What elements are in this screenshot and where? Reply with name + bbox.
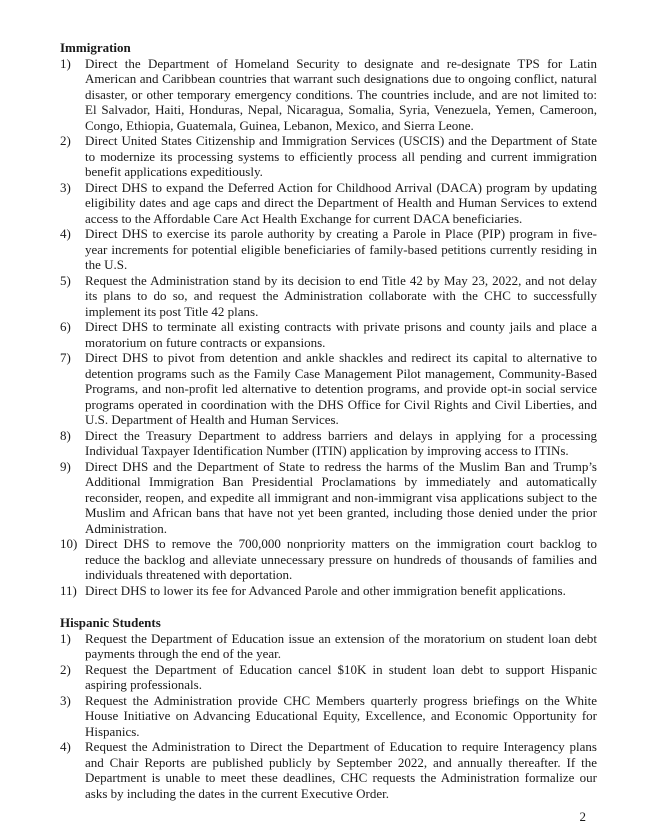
list-item-number: 11) xyxy=(60,582,77,598)
list-item-text: Direct DHS to remove the 700,000 nonpriority matters on the immigration court backlog to reduce the backlog and alleviate unnecessary pressure on hundreds of thousands of families and individuals threatened with deportation. xyxy=(85,536,597,582)
list-item xyxy=(60,133,597,180)
section-immigration xyxy=(60,40,597,598)
list-item-text: Request the Administration stand by its decision to end Title 42 by May 23, 2022, and not delay its plans to do so, and request the Administration collaborate with the CHC to successfully implement its post Title 42 plans. xyxy=(85,272,597,319)
list-item-text: Direct DHS to pivot from detention and ankle shackles and redirect its capital to alternative to detention programs such as the Family Case Management Pilot management, Community-Based Programs, and non-profit led alternative to detention programs, and provide opt-in social service programs operated in coordination with the DHS Office for Civil Rights and Civil Liberties, and U.S. Department of Health and Human Services. xyxy=(85,350,597,427)
list-item xyxy=(60,536,597,583)
list-item xyxy=(60,226,597,273)
section-heading: Hispanic Students xyxy=(60,615,161,630)
list-item-number: 5) xyxy=(60,272,71,288)
list-item-number: 2) xyxy=(60,661,71,677)
list-item-text: Direct United States Citizenship and Immigration Services (USCIS) and the Department of State to modernize its processing systems to efficiently process all pending and current immigration benefit applications expeditiously. xyxy=(85,133,597,179)
list-item-text: Request the Department of Education cancel $10K in student loan debt to support Hispanic aspiring professionals. xyxy=(85,661,597,692)
list-item-number: 7) xyxy=(60,350,71,365)
list-item-number: 3) xyxy=(60,692,71,708)
page-number: 2 xyxy=(579,809,586,824)
list-item-text: Direct DHS to lower its fee for Advanced Parole and other immigration benefit applications. xyxy=(85,582,566,598)
list-item xyxy=(60,631,597,662)
list-item-number: 1) xyxy=(60,55,71,71)
list-item-text: Direct DHS to exercise its parole authority by creating a Parole in Place (PIP) program in five-year increments for potential eligible beneficiaries of family-based petitions currently residing in the U.S. xyxy=(85,226,597,272)
list-item-text: Request the Administration provide CHC Members quarterly progress briefings on the White House Initiative on Advancing Educational Equity, Excellence, and Economic Opportunity for Hispanics. xyxy=(85,692,597,739)
immigration-list xyxy=(60,56,597,599)
list-item-number: 4) xyxy=(60,226,71,241)
list-item xyxy=(60,459,597,537)
list-item-text: Direct the Department of Homeland Security to designate and re-designate TPS for Latin American and Caribbean countries that warrant such designations due to ongoing conflict, natural disaster, or other temporary emergency conditions. The countries include, and are not limited to: El Salvador, Haiti, Honduras, Nepal, Nicaragua, Somalia, Syria, Venezuela, Yemen, Cameroon, Congo, Ethiopia, Guatemala, Guinea, Lebanon, Mexico, and Sierra Leone. xyxy=(85,55,597,133)
list-item-number: 8) xyxy=(60,427,71,443)
list-item-text: Direct DHS to terminate all existing contracts with private prisons and county jails and place a moratorium on future contracts or expansions. xyxy=(85,319,597,350)
list-item xyxy=(60,739,597,801)
list-item xyxy=(60,583,597,599)
list-item-text: Request the Department of Education issue an extension of the moratorium on student loan debt payments through the end of the year. xyxy=(85,630,597,661)
list-item-number: 1) xyxy=(60,630,71,646)
list-item-text: Direct the Treasury Department to address barriers and delays in applying for a processing Individual Taxpayer Identification Number (ITIN) application by improving access to ITINs. xyxy=(85,427,597,458)
list-item xyxy=(60,428,597,459)
list-item-number: 3) xyxy=(60,179,71,195)
list-item-number: 4) xyxy=(60,739,71,754)
list-item-number: 6) xyxy=(60,319,71,334)
list-item xyxy=(60,350,597,428)
list-item xyxy=(60,319,597,350)
list-item xyxy=(60,273,597,320)
section-heading: Immigration xyxy=(60,40,131,55)
list-item xyxy=(60,662,597,693)
list-item xyxy=(60,693,597,740)
list-item-number: 9) xyxy=(60,458,71,474)
list-item-text: Direct DHS to expand the Deferred Action for Childhood Arrival (DACA) program by updating eligibility dates and age caps and direct the Department of Health and Human Services to extend access to the Affordable Care Act Health Exchange for current DACA beneficiaries. xyxy=(85,179,597,226)
list-item xyxy=(60,180,597,227)
list-item-number: 10) xyxy=(60,536,78,551)
hispanic-students-list xyxy=(60,631,597,802)
list-item-text: Request the Administration to Direct the Department of Education to require Interagency plans and Chair Reports are published publicly by September 2022, and annually thereafter. If the Department is unable to meet these deadlines, CHC requests the Administration formalize our asks by including the dates in the current Executive Order. xyxy=(85,739,597,801)
section-hispanic-students xyxy=(60,615,597,801)
list-item xyxy=(60,56,597,134)
list-item-number: 2) xyxy=(60,133,71,148)
list-item-text: Direct DHS and the Department of State to redress the harms of the Muslim Ban and Trump’s Additional Immigration Ban Presidential Proclamations by immediately and automatically reconsider, reopen, and expedite all immigrant and non-immigrant visa applications subject to the Muslim and African bans that have not yet been granted, including those denied under the prior Administration. xyxy=(85,458,597,536)
